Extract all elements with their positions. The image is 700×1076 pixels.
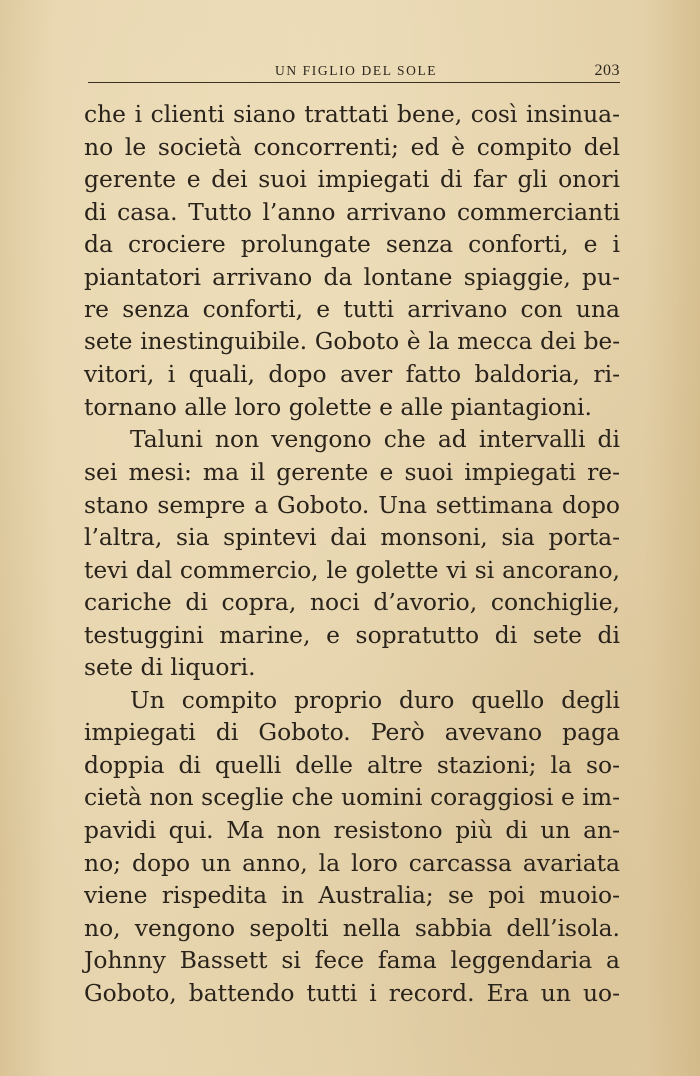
text-line: cietà non sceglie che uomini coraggiosi e im- xyxy=(84,783,620,812)
text-line: vitori, i quali, dopo aver fatto baldoria, ri- xyxy=(84,360,620,389)
text-line: no, vengono sepolti nella sabbia dell’isola. xyxy=(84,913,620,942)
text-line: doppia di quelli delle altre stazioni; la so- xyxy=(84,750,620,779)
text-line: sete di liquori. xyxy=(84,653,256,682)
text-line: no le società concorrenti; ed è compito del xyxy=(84,132,620,161)
text-line: Un compito proprio duro quello degli xyxy=(130,685,620,714)
text-line: sei mesi: ma il gerente e suoi impiegati re- xyxy=(84,458,620,487)
text-line: cariche di copra, noci d’avorio, conchiglie, xyxy=(84,588,620,617)
text-line: che i clienti siano trattati bene, così insinua- xyxy=(84,100,620,128)
text-line: stano sempre a Goboto. Una settimana dopo xyxy=(84,490,620,519)
text-line: sete inestinguibile. Goboto è la mecca dei be- xyxy=(84,328,620,355)
header-rule xyxy=(88,82,620,83)
text-line: pavidi qui. Ma non resistono più di un an- xyxy=(84,816,620,845)
text-line: viene rispedita in Australia; se poi muoio- xyxy=(84,881,620,910)
text-line: no; dopo un anno, la loro carcassa avariata xyxy=(84,848,620,877)
text-line: tevi dal commercio, le golette vi si ancorano, xyxy=(84,555,620,584)
text-line: Taluni non vengono che ad intervalli di xyxy=(130,425,620,454)
text-line: di casa. Tutto l’anno arrivano commercianti xyxy=(84,197,620,226)
text-line: Johnny Bassett si fece fama leggendaria a xyxy=(84,946,620,975)
paragraph xyxy=(84,423,620,683)
paragraph xyxy=(84,98,620,423)
running-title: UN FIGLIO DEL SOLE xyxy=(275,63,438,78)
page-header xyxy=(88,60,620,88)
paragraph xyxy=(84,684,620,1009)
text-line: l’altra, sia spintevi dai monsoni, sia porta- xyxy=(84,523,620,552)
text-line: Goboto, battendo tutti i record. Era un uo- xyxy=(84,978,620,1007)
text-line: impiegati di Goboto. Però avevano paga xyxy=(84,718,620,747)
page-number: 203 xyxy=(594,62,620,79)
text-line: da crociere prolungate senza conforti, e i xyxy=(84,230,620,259)
text-line: gerente e dei suoi impiegati di far gli onori xyxy=(84,165,620,194)
text-line: re senza conforti, e tutti arrivano con una xyxy=(84,295,620,324)
text-line: testuggini marine, e sopratutto di sete di xyxy=(84,620,620,649)
text-line: tornano alle loro golette e alle piantagioni. xyxy=(84,392,592,421)
body-text xyxy=(84,98,620,1009)
text-line: piantatori arrivano da lontane spiaggie, pu- xyxy=(84,262,620,291)
